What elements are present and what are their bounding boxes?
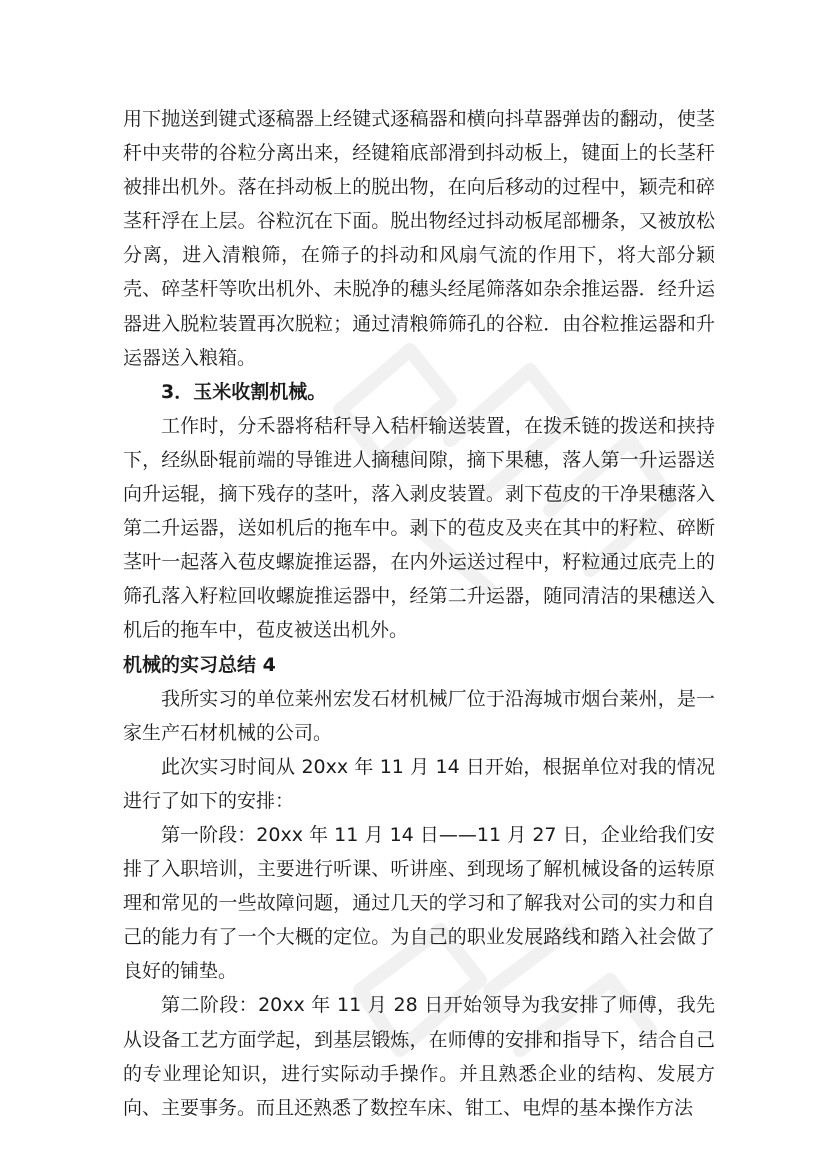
paragraph-stage-one: 第一阶段：20xx 年 11 月 14 日——11 月 27 日，企业给我们安排了入职培训，主要进行听课、听讲座、到现场了解机械设备的运转原理和常见的一些故障问题，通过几天的学习和了解我对公司的实力和自己的能力有了一个大概的定位。为自己的职业发展路线和踏入社会做了良好的铺垫。 xyxy=(123,823,715,983)
paragraph-threshing-process: 用下抛送到键式逐稿器上经键式逐稿器和横向抖草器弹齿的翻动，使茎秆中夹带的谷粒分离出来，经键箱底部滑到抖动板上，键面上的长茎秆被排出机外。落在抖动板上的脱出物，在向后移动的过程中，颖壳和碎茎秆浮在上层。谷粒沉在下面。脱出物经过抖动板尾部栅条，又被放松分离，进入清粮筛，在筛子的抖动和风扇气流的作用下，将大部分颖壳、碎茎杆等吹出机外、未脱净的穗头经尾筛落如杂余推运器．经升运器进入脱粒装置再次脱粒；通过清粮筛筛孔的谷粒．由谷粒推运器和升运器送入粮箱。 xyxy=(123,108,715,369)
paragraph-internship-time: 此次实习时间从 20xx 年 11 月 14 日开始，根据单位对我的情况进行了如下的安排： xyxy=(123,755,715,812)
paragraph-corn-harvester-work: 工作时，分禾器将秸秆导入秸杆输送装置，在拨禾链的拨送和挟持下，经纵卧辊前端的导锥进人摘穗间隙，摘下果穗，落人第一升运器送向升运辊，摘下残存的茎叶，落入剥皮装置。剥下苞皮的干净果穗落入第二升运器，送如机后的拖车中。剥下的苞皮及夹在其中的籽粒、碎断茎叶一起落入苞皮螺旋推运器，在内外运送过程中，籽粒通过底壳上的筛孔落入籽粒回收螺旋推运器中，经第二升运器，随同清洁的果穗送入机后的拖车中，苞皮被送出机外。 xyxy=(123,414,715,642)
section-heading-summary-4: 机械的实习总结 4 xyxy=(123,653,276,676)
paragraph-internship-unit: 我所实习的单位莱州宏发石材机械厂位于沿海城市烟台莱州，是一家生产石材机械的公司。 xyxy=(123,687,715,744)
document-body xyxy=(123,102,715,1125)
paragraph-stage-two: 第二阶段：20xx 年 11 月 28 日开始领导为我安排了师傅，我先从设备工艺方面学起，到基层锻炼，在师傅的安排和指导下，结合自己的专业理论知识，进行实际动手操作。并且熟悉企业的结构、发展方向、主要事务。而且还熟悉了数控车床、钳工、电焊的基本操作方法 xyxy=(123,994,715,1119)
subheading-corn-harvester: 3．玉米收割机械。 xyxy=(161,380,327,403)
